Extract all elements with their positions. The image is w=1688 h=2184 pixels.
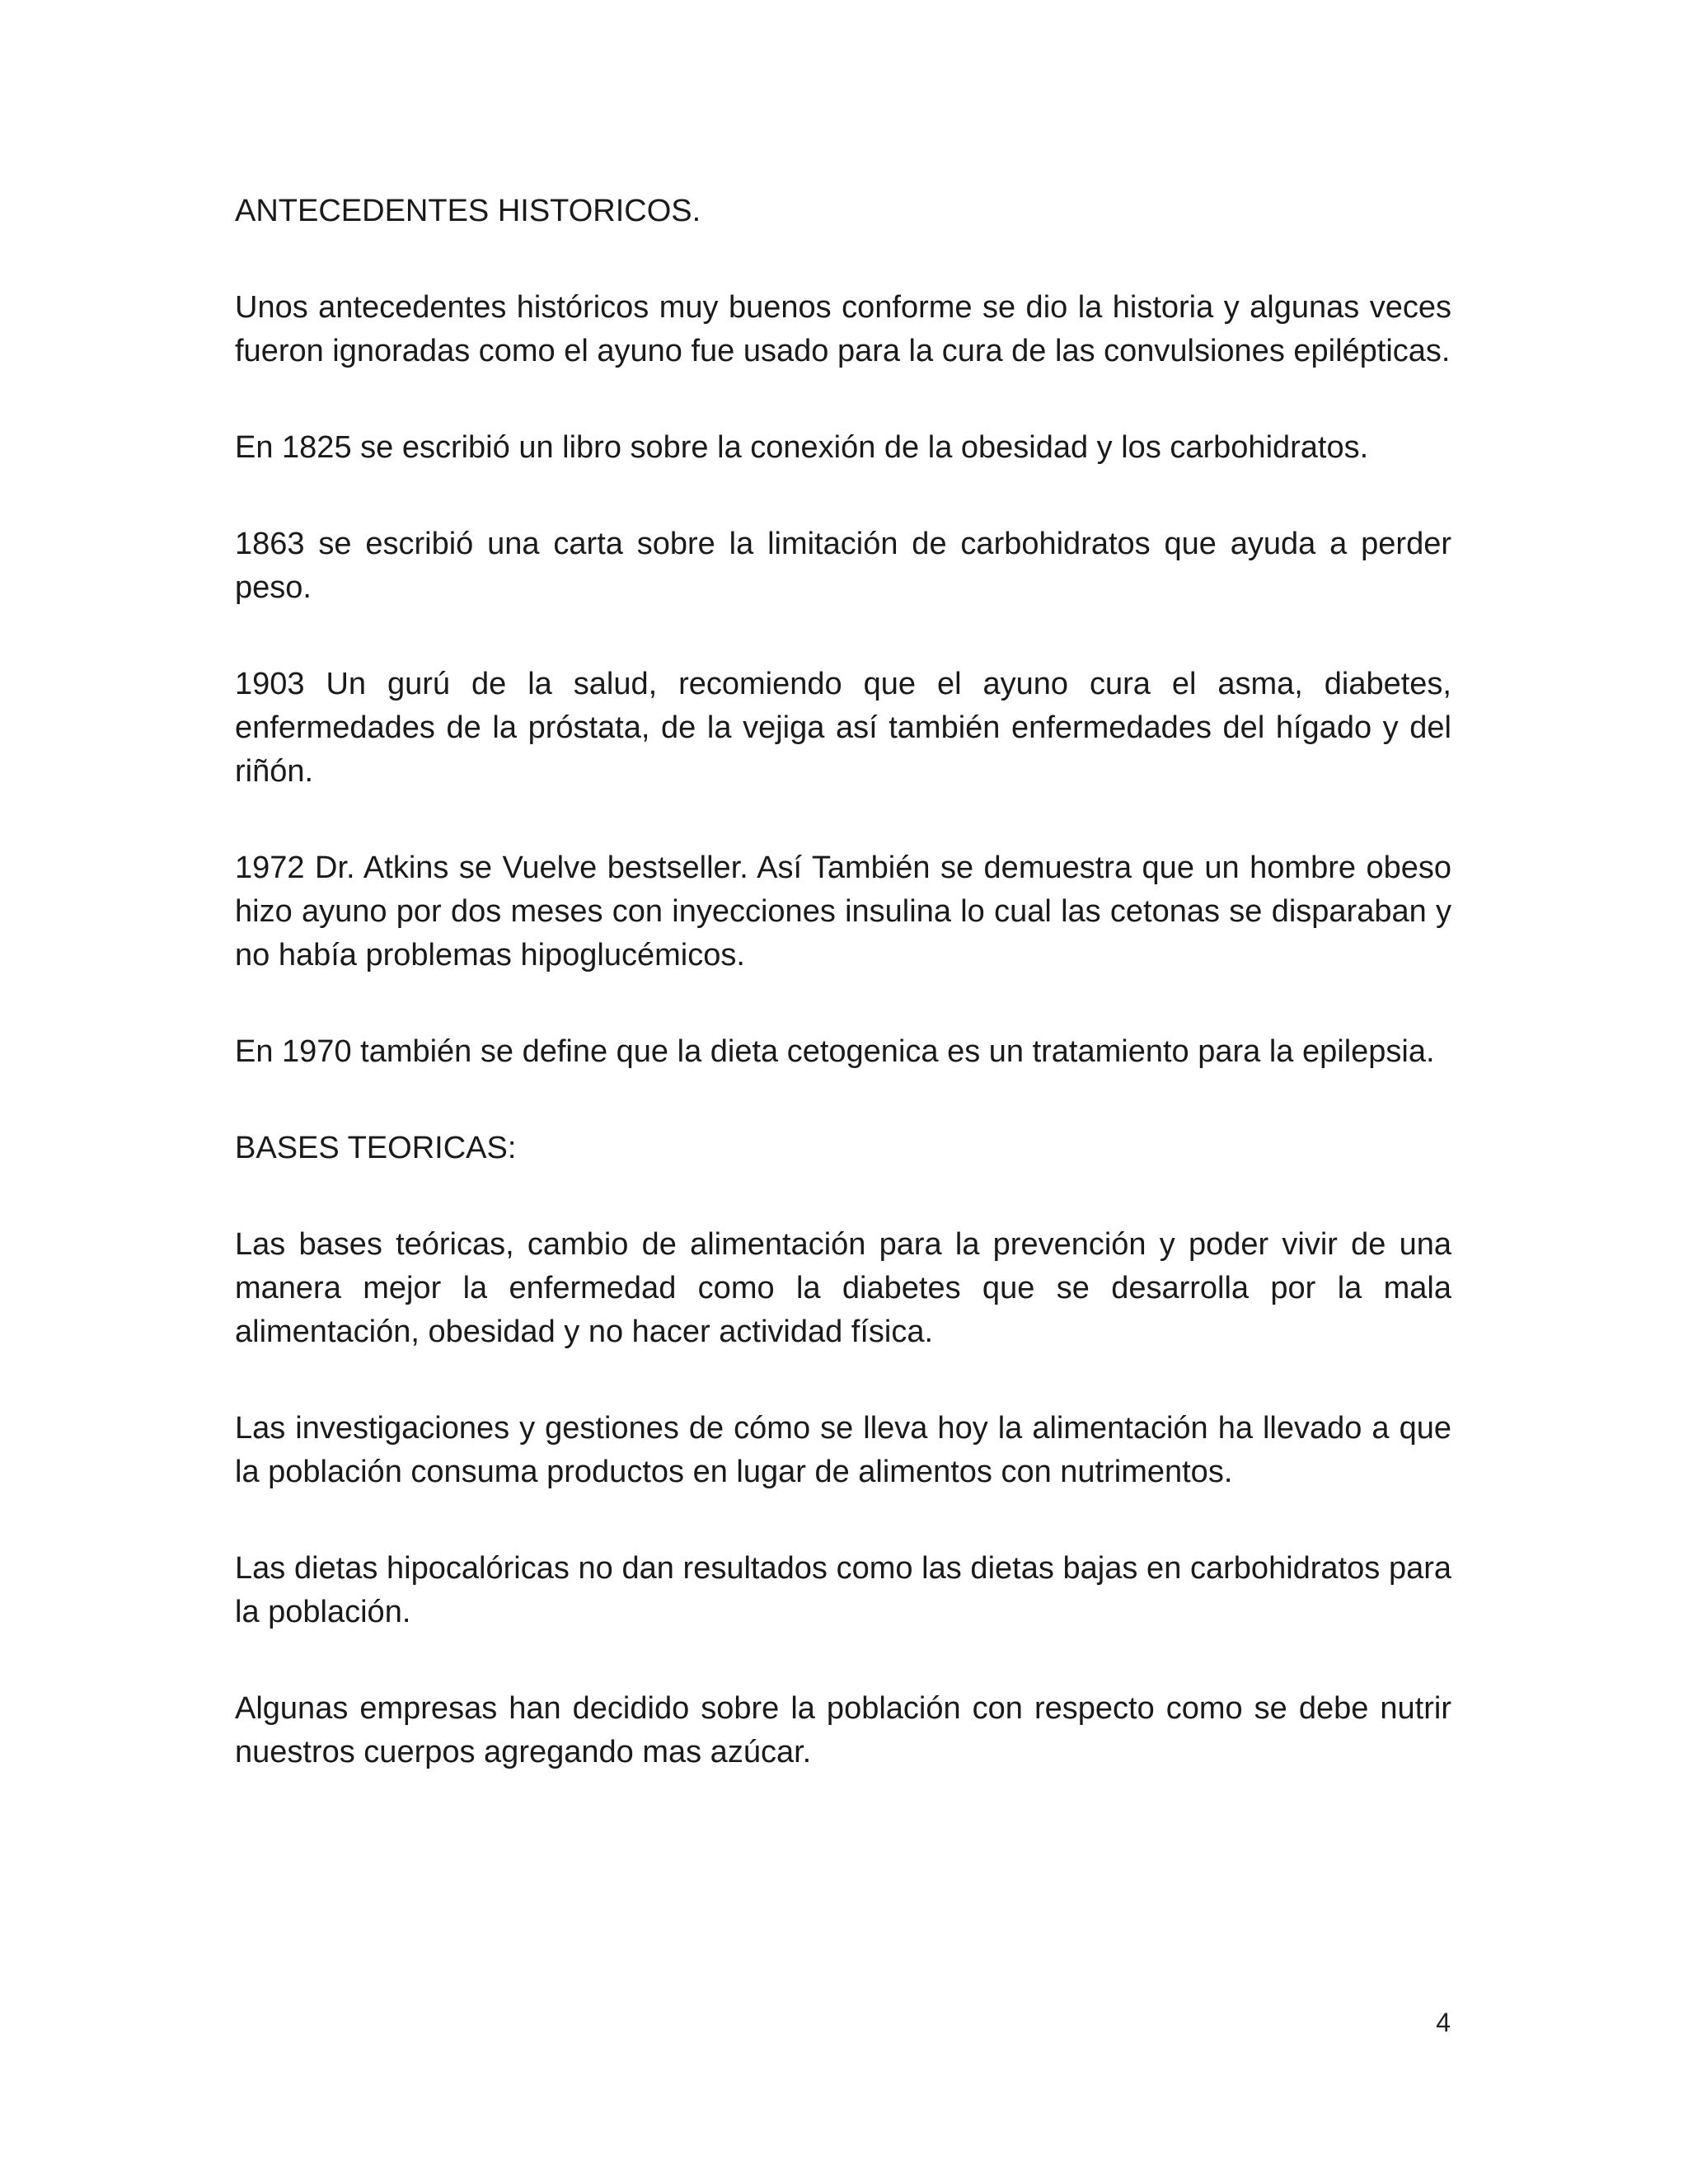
paragraph-investigaciones: Las investigaciones y gestiones de cómo se lleva hoy la alimentación ha llevado a que la población consuma productos en lugar de alimentos con nutrimentos. [235,1411,1451,1489]
paragraph-empresas: Algunas empresas han decidido sobre la población con respecto como se debe nutrir nuestros cuerpos agregando mas azúcar. [235,1691,1451,1769]
page-number: 4 [1436,2008,1451,2037]
paragraph-1903: 1903 Un gurú de la salud, recomiendo que el ayuno cura el asma, diabetes, enfermedades de la próstata, de la vejiga así también enfermedades del hígado y del riñón. [235,667,1451,789]
paragraph-1863: 1863 se escribió una carta sobre la limitación de carbohidratos que ayuda a perder peso. [235,527,1451,605]
paragraph-intro: Unos antecedentes históricos muy buenos conforme se dio la historia y algunas veces fueron ignoradas como el ayuno fue usado para la cura de las convulsiones epilépticas. [235,290,1451,368]
section-heading-antecedentes: ANTECEDENTES HISTORICOS. [235,194,701,228]
paragraph-dietas: Las dietas hipocalóricas no dan resultados como las dietas bajas en carbohidratos para la población. [235,1551,1451,1629]
paragraph-1825: En 1825 se escribió un libro sobre la conexión de la obesidad y los carbohidratos. [235,430,1369,465]
paragraph-1972: 1972 Dr. Atkins se Vuelve bestseller. Así También se demuestra que un hombre obeso hizo ayuno por dos meses con inyecciones insulina lo cual las cetonas se disparaban y no había problemas hipoglucémicos. [235,851,1451,972]
paragraph-1970: En 1970 también se define que la dieta cetogenica es un tratamiento para la epilepsia. [235,1034,1435,1069]
document-body [235,190,1451,1827]
paragraph-bases-teoricas: Las bases teóricas, cambio de alimentación para la prevención y poder vivir de una manera mejor la enfermedad como la diabetes que se desarrolla por la mala alimentación, obesidad y no hacer actividad física. [235,1227,1451,1349]
section-heading-bases: BASES TEORICAS: [235,1131,517,1165]
